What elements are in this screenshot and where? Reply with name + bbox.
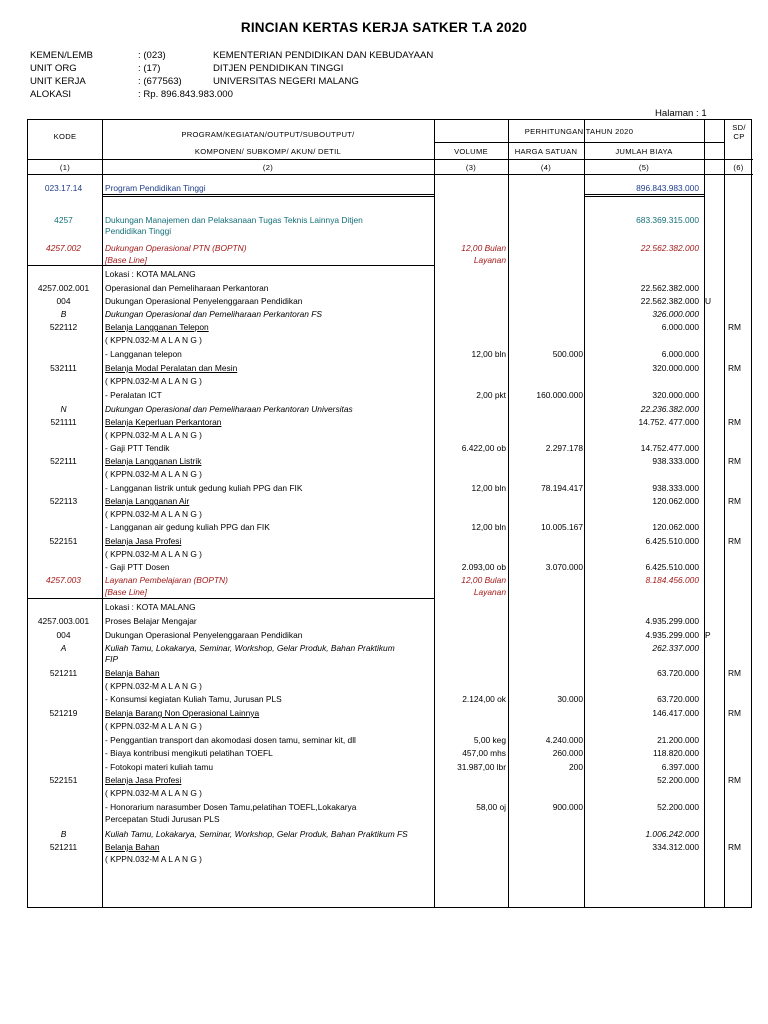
- row-program: ( KPPN.032-M A L A N G ): [105, 549, 202, 559]
- row-program: Belanja Jasa Profesi: [105, 775, 182, 785]
- row-program: Dukungan Operasional dan Pemeliharaan Perkantoran FS: [105, 309, 322, 319]
- row-divider: [28, 598, 434, 599]
- row-kode: 4257.002.001: [37, 283, 90, 293]
- row-volume: 6.422,00 ob: [461, 443, 506, 453]
- meta-value: DITJEN PENDIDIKAN TINGGI: [213, 63, 344, 74]
- col-divider: [508, 120, 509, 907]
- row-program: Pendidikan Tinggi: [105, 226, 172, 236]
- row-program: Lokasi : KOTA MALANG: [105, 602, 196, 612]
- row-program: Belanja Barang Non Operasional Lainnya: [105, 708, 260, 718]
- header-program-line2: KOMPONEN/ SUBKOMP/ AKUN/ DETIL: [194, 147, 342, 156]
- row-sd-cp: RM: [728, 775, 742, 785]
- row-program: ( KPPN.032-M A L A N G ): [105, 721, 202, 731]
- meta-block: [30, 50, 730, 102]
- row-program: Kuliah Tamu, Lokakarya, Seminar, Workshop, Gelar Produk, Bahan Praktikum FS: [105, 829, 408, 839]
- row-jumlah-biaya: 120.062.000: [652, 496, 699, 506]
- row-harga-satuan: 500.000: [552, 349, 583, 359]
- row-program: - Langganan air gedung kuliah PPG dan FIK: [105, 522, 270, 532]
- header-num-1: (1): [59, 163, 71, 172]
- row-program: Belanja Langganan Telepon: [105, 322, 209, 332]
- row-sd-cp: RM: [728, 456, 742, 466]
- row-program: - Biaya kontribusi mengikuti pelatihan TOEFL: [105, 748, 273, 758]
- row-divider: [28, 265, 434, 266]
- row-harga-satuan: 160.000.000: [536, 390, 583, 400]
- row-kode: 521111: [50, 417, 77, 427]
- row-kode: 522151: [49, 536, 78, 546]
- row-sd-cp: RM: [728, 417, 742, 427]
- row-kode: N: [60, 404, 67, 414]
- header-program-line1: PROGRAM/KEGIATAN/OUTPUT/SUBOUTPUT/: [181, 130, 355, 139]
- row-kode: 522113: [49, 496, 78, 506]
- row-kode: 023.17.14: [44, 183, 83, 193]
- row-sd-cp: RM: [728, 842, 742, 852]
- row-sd-cp: RM: [728, 363, 742, 373]
- row-jumlah-biaya: 146.417.000: [652, 708, 699, 718]
- row-jumlah-biaya: 120.062.000: [652, 522, 699, 532]
- header-perhitungan: PERHITUNGAN TAHUN 2020: [524, 127, 634, 136]
- row-harga-satuan: 260.000: [552, 748, 583, 758]
- row-jumlah-biaya: 938.333.000: [652, 483, 699, 493]
- row-program: ( KPPN.032-M A L A N G ): [105, 376, 202, 386]
- row-program: [Base Line]: [105, 587, 147, 597]
- row-sd-cp: RM: [728, 668, 742, 678]
- header-num-5: (5): [638, 163, 650, 172]
- row-volume: 2.093,00 ob: [461, 562, 506, 572]
- row-harga-satuan: 3.070.000: [545, 562, 583, 572]
- row-harga-satuan: 78.194.417: [541, 483, 583, 493]
- page-number: Halaman : 1: [655, 108, 707, 119]
- row-kode: 532111: [50, 363, 77, 373]
- header-sd-cp: SD/ CP: [732, 123, 746, 141]
- header-kode: KODE: [53, 132, 77, 141]
- row-program: Belanja Bahan: [105, 668, 160, 678]
- row-program: Belanja Keperluan Perkantoran: [105, 417, 222, 427]
- row-program: - Penggantian transport dan akomodasi dosen tamu, seminar kit, dll: [105, 735, 356, 745]
- row-program: Proses Belajar Mengajar: [105, 616, 197, 626]
- row-program: ( KPPN.032-M A L A N G ): [105, 788, 202, 798]
- row-volume: 58,00 oj: [476, 802, 506, 812]
- row-kode: A: [60, 643, 67, 653]
- row-program: Dukungan Operasional Penyelenggaraan Pendidikan: [105, 296, 303, 306]
- row-program: Belanja Langganan Air: [105, 496, 190, 506]
- page-title: RINCIAN KERTAS KERJA SATKER T.A 2020: [240, 20, 528, 35]
- row-sd-cp: RM: [728, 708, 742, 718]
- row-program: - Fotokopi materi kuliah tamu: [105, 762, 213, 772]
- row-program: - Gaji PTT Tendik: [105, 443, 170, 453]
- row-jumlah-biaya: 14.752. 477.000: [638, 417, 699, 427]
- row-program: - Langganan listrik untuk gedung kuliah PPG dan FIK: [105, 483, 303, 493]
- row-jumlah-biaya: 320.000.000: [652, 390, 699, 400]
- row-program: - Gaji PTT Dosen: [105, 562, 170, 572]
- row-volume: Layanan: [473, 255, 506, 265]
- row-jumlah-biaya: 52.200.000: [657, 775, 699, 785]
- row-jumlah-biaya: 6.425.510.000: [645, 562, 699, 572]
- meta-value: KEMENTERIAN PENDIDIKAN DAN KEBUDAYAAN: [213, 50, 434, 61]
- row-volume: 12,00 Bulan: [461, 575, 506, 585]
- row-program: Dukungan Manajemen dan Pelaksanaan Tugas Teknis Lainnya Ditjen: [105, 215, 363, 225]
- row-sd-cp: RM: [728, 496, 742, 506]
- row-flag: U: [705, 296, 712, 306]
- row-volume: 457,00 mhs: [462, 748, 506, 758]
- row-jumlah-biaya: 334.312.000: [652, 842, 699, 852]
- row-jumlah-biaya: 683.369.315.000: [636, 215, 699, 225]
- meta-row-unit-org: [30, 63, 730, 76]
- row-volume: 31.987,00 lbr: [457, 762, 506, 772]
- row-jumlah-biaya: 118.820.000: [653, 748, 699, 758]
- row-program: - Peralatan ICT: [105, 390, 162, 400]
- row-volume: 12,00 bln: [471, 483, 506, 493]
- row-kode: B: [60, 829, 67, 839]
- row-program: Layanan Pembelajaran (BOPTN): [105, 575, 228, 585]
- row-program: ( KPPN.032-M A L A N G ): [105, 469, 202, 479]
- header-volume: VOLUME: [454, 147, 488, 156]
- col-divider: [434, 120, 435, 907]
- row-jumlah-biaya: 22.236.382.000: [640, 404, 699, 414]
- row-jumlah-biaya: 8.184.456.000: [645, 575, 699, 585]
- header-divider: [28, 159, 753, 160]
- row-volume: Layanan: [473, 587, 506, 597]
- row-program: Kuliah Tamu, Lokakarya, Seminar, Workshop, Gelar Produk, Bahan Praktikum: [105, 643, 395, 653]
- header-divider: [28, 174, 753, 175]
- row-program: Belanja Modal Peralatan dan Mesin: [105, 363, 238, 373]
- meta-code: : (17): [138, 63, 161, 74]
- row-jumlah-biaya: 320.000.000: [652, 363, 699, 373]
- row-kode: 521211: [49, 842, 78, 852]
- row-jumlah-biaya: 6.000.000: [661, 349, 699, 359]
- meta-code: : Rp. 896.843.983.000: [138, 89, 233, 100]
- row-jumlah-biaya: 22.562.382.000: [640, 243, 699, 253]
- row-harga-satuan: 4.240.000: [545, 735, 583, 745]
- header-jumlah-biaya: JUMLAH BIAYA: [615, 147, 673, 156]
- row-harga-satuan: 30.000: [557, 694, 583, 704]
- row-volume: 12,00 bln: [471, 522, 506, 532]
- row-volume: 5,00 keg: [473, 735, 506, 745]
- row-program: ( KPPN.032-M A L A N G ): [105, 335, 202, 345]
- meta-code: : (677563): [138, 76, 182, 87]
- row-kode: 4257.002: [46, 243, 81, 253]
- row-kode: 4257: [54, 215, 73, 225]
- col-divider: [102, 120, 103, 907]
- row-kode: 521211: [49, 668, 78, 678]
- row-program: FIP: [105, 654, 119, 664]
- row-jumlah-biaya: 63.720.000: [657, 694, 699, 704]
- worksheet-table: [27, 119, 752, 908]
- row-jumlah-biaya: 21.200.000: [657, 735, 699, 745]
- row-volume: 2,00 pkt: [476, 390, 506, 400]
- row-harga-satuan: 10.005.167: [541, 522, 583, 532]
- row-sd-cp: RM: [728, 536, 742, 546]
- row-program: Operasional dan Pemeliharaan Perkantoran: [105, 283, 269, 293]
- row-jumlah-biaya: 938.333.000: [652, 456, 699, 466]
- row-kode: 004: [56, 296, 71, 306]
- header-num-6: (6): [733, 163, 744, 172]
- row-program: [Base Line]: [105, 255, 147, 265]
- row-jumlah-biaya: 4.935.299.000: [645, 616, 699, 626]
- row-jumlah-biaya: 326.000.000: [652, 309, 699, 319]
- row-program: - Langganan telepon: [105, 349, 182, 359]
- row-jumlah-biaya: 1.006.242.000: [645, 829, 699, 839]
- row-jumlah-biaya: 896.843.983.000: [636, 183, 699, 193]
- row-jumlah-biaya: 22.562.382.000: [640, 283, 699, 293]
- row-sd-cp: RM: [728, 322, 742, 332]
- row-kode: 004: [56, 630, 71, 640]
- row-program: Belanja Jasa Profesi: [105, 536, 182, 546]
- row-jumlah-biaya: 6.425.510.000: [645, 536, 699, 546]
- meta-key: KEMEN/LEMB: [30, 50, 93, 61]
- row-program: Dukungan Operasional Penyelenggaraan Pendidikan: [105, 630, 303, 640]
- row-program: ( KPPN.032-M A L A N G ): [105, 509, 202, 519]
- row-kode: 522151: [49, 775, 78, 785]
- program-double-rule: [584, 194, 704, 197]
- row-kode: B: [60, 309, 67, 319]
- row-harga-satuan: 2.297.178: [545, 443, 583, 453]
- meta-row-unit-kerja: [30, 76, 730, 89]
- row-program: Dukungan Operasional PTN (BOPTN): [105, 243, 247, 253]
- row-jumlah-biaya: 262.337.000: [652, 643, 699, 653]
- row-volume: 12,00 bln: [471, 349, 506, 359]
- row-kode: 522112: [49, 322, 78, 332]
- header-num-2: (2): [262, 163, 274, 172]
- program-double-rule: [102, 194, 434, 197]
- meta-key: UNIT ORG: [30, 63, 77, 74]
- row-harga-satuan: 200: [569, 762, 583, 772]
- row-jumlah-biaya: 14.752.477.000: [640, 443, 699, 453]
- row-program: Belanja Bahan: [105, 842, 160, 852]
- header-num-4: (4): [540, 163, 552, 172]
- row-program: Lokasi : KOTA MALANG: [105, 269, 196, 279]
- header-num-3: (3): [465, 163, 477, 172]
- meta-row-alokasi: [30, 89, 730, 102]
- row-program: ( KPPN.032-M A L A N G ): [105, 430, 202, 440]
- meta-key: UNIT KERJA: [30, 76, 86, 87]
- row-program: ( KPPN.032-M A L A N G ): [105, 854, 202, 864]
- meta-row-kemen: [30, 50, 730, 63]
- row-harga-satuan: 900.000: [552, 802, 583, 812]
- row-jumlah-biaya: 22.562.382.000: [640, 296, 699, 306]
- meta-code: : (023): [138, 50, 166, 61]
- col-divider: [724, 120, 725, 907]
- header-divider: [434, 142, 724, 143]
- row-volume: 12,00 Bulan: [461, 243, 506, 253]
- row-program: Dukungan Operasional dan Pemeliharaan Perkantoran Universitas: [105, 404, 353, 414]
- row-jumlah-biaya: 52.200.000: [657, 802, 699, 812]
- row-program: Belanja Langganan Listrik: [105, 456, 202, 466]
- row-program: ( KPPN.032-M A L A N G ): [105, 681, 202, 691]
- col-divider: [704, 120, 705, 907]
- row-volume: 2.124,00 ok: [462, 694, 506, 704]
- row-program: Percepatan Studi Jurusan PLS: [105, 814, 220, 824]
- row-jumlah-biaya: 6.000.000: [661, 322, 699, 332]
- row-jumlah-biaya: 4.935.299.000: [645, 630, 699, 640]
- row-program: - Konsumsi kegiatan Kuliah Tamu, Jurusan PLS: [105, 694, 282, 704]
- row-kode: 521219: [49, 708, 78, 718]
- meta-value: UNIVERSITAS NEGERI MALANG: [213, 76, 359, 87]
- row-jumlah-biaya: 63.720.000: [657, 668, 699, 678]
- meta-key: ALOKASI: [30, 89, 72, 100]
- row-kode: 4257.003.001: [37, 616, 90, 626]
- row-kode: 4257.003: [46, 575, 81, 585]
- col-divider: [584, 120, 585, 907]
- row-kode: 522111: [50, 456, 77, 466]
- row-flag: P: [705, 630, 711, 640]
- row-program: Program Pendidikan Tinggi: [105, 183, 206, 193]
- header-harga-satuan: HARGA SATUAN: [514, 147, 578, 156]
- row-jumlah-biaya: 6.397.000: [661, 762, 699, 772]
- row-program: - Honorarium narasumber Dosen Tamu,pelatihan TOEFL,Lokakarya: [105, 802, 357, 812]
